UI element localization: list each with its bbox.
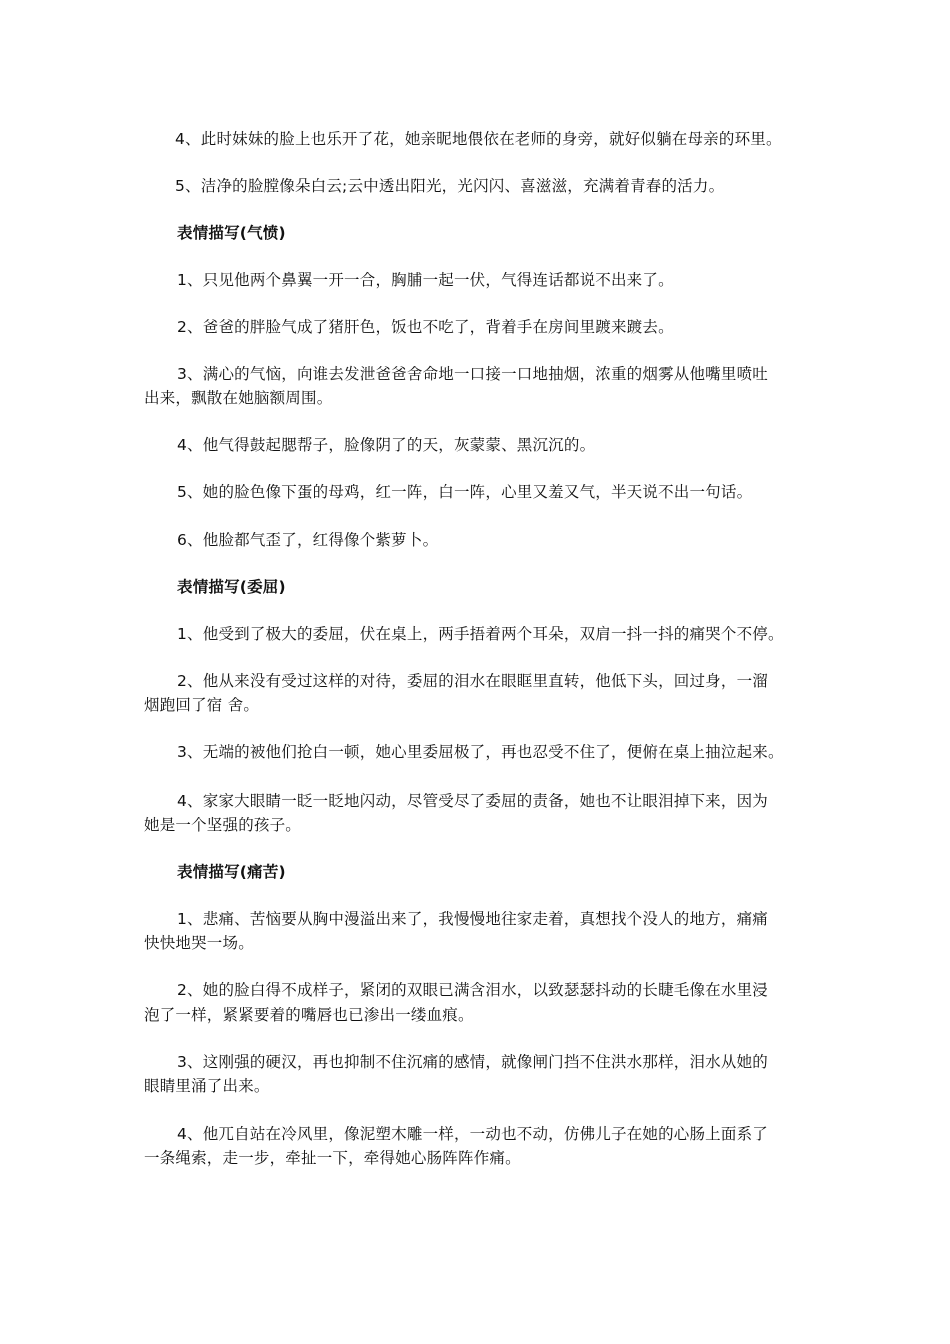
section-heading-pain: 表情描写(痛苦) xyxy=(177,863,286,881)
paragraph-pain-4: 4、他兀自站在冷风里，像泥塑木雕一样，一动也不动，仿佛儿子在她的心肠上面系了 xyxy=(177,1125,768,1143)
paragraph-anger-5: 5、她的脸色像下蛋的母鸡，红一阵，白一阵，心里又羞又气，半天说不出一句话。 xyxy=(177,483,753,501)
section-heading-anger: 表情描写(气愤) xyxy=(177,224,286,242)
paragraph-anger-3: 3、满心的气恼，向谁去发泄爸爸舍命地一口接一口地抽烟，浓重的烟雾从他嘴里喷吐 xyxy=(177,365,768,383)
paragraph-grievance-4-cont: 她是一个坚强的孩子。 xyxy=(144,816,302,834)
paragraph-pain-3-cont: 眼睛里涌了出来。 xyxy=(144,1077,270,1095)
paragraph-pain-2: 2、她的脸白得不成样子，紧闭的双眼已满含泪水，以致瑟瑟抖动的长睫毛像在水里浸 xyxy=(177,981,768,999)
paragraph-pain-3: 3、这刚强的硬汉，再也抑制不住沉痛的感情，就像闸门挡不住洪水那样，泪水从她的 xyxy=(177,1053,768,1071)
paragraph-grievance-3: 3、无端的被他们抢白一顿，她心里委屈极了，再也忍受不住了，便俯在桌上抽泣起来。 xyxy=(177,743,784,761)
paragraph-anger-6: 6、他脸都气歪了，红得像个紫萝卜。 xyxy=(177,531,439,549)
paragraph-joy-4: 4、此时妹妹的脸上也乐开了花，她亲昵地偎依在老师的身旁，就好似躺在母亲的环里。 xyxy=(175,130,782,148)
paragraph-pain-4-cont: 一条绳索，走一步，牵扯一下，牵得她心肠阵阵作痛。 xyxy=(144,1149,521,1167)
section-heading-grievance: 表情描写(委屈) xyxy=(177,578,286,596)
paragraph-grievance-4: 4、家家大眼睛一眨一眨地闪动，尽管受尽了委屈的责备，她也不让眼泪掉下来，因为 xyxy=(177,792,768,810)
paragraph-grievance-2-cont: 烟跑回了宿 舍。 xyxy=(144,696,260,714)
paragraph-pain-2-cont: 泡了一样，紧紧要着的嘴唇也已渗出一缕血痕。 xyxy=(144,1006,474,1024)
paragraph-grievance-1: 1、他受到了极大的委屈，伏在桌上，两手捂着两个耳朵，双肩一抖一抖的痛哭个不停。 xyxy=(177,625,784,643)
paragraph-anger-3-cont: 出来，飘散在她脑额周围。 xyxy=(144,389,333,407)
paragraph-anger-2: 2、爸爸的胖脸气成了猪肝色，饭也不吃了，背着手在房间里踱来踱去。 xyxy=(177,318,674,336)
paragraph-grievance-2: 2、他从来没有受过这样的对待，委屈的泪水在眼眶里直转，他低下头，回过身，一溜 xyxy=(177,672,768,690)
paragraph-pain-1-cont: 快快地哭一场。 xyxy=(144,934,254,952)
paragraph-anger-1: 1、只见他两个鼻翼一开一合，胸脯一起一伏，气得连话都说不出来了。 xyxy=(177,271,674,289)
paragraph-pain-1: 1、悲痛、苦恼要从胸中漫溢出来了，我慢慢地往家走着，真想找个没人的地方，痛痛 xyxy=(177,910,768,928)
paragraph-joy-5: 5、洁净的脸膛像朵白云;云中透出阳光，光闪闪、喜滋滋，充满着青春的活力。 xyxy=(175,177,725,195)
paragraph-anger-4: 4、他气得鼓起腮帮子，脸像阴了的天，灰蒙蒙、黑沉沉的。 xyxy=(177,436,596,454)
